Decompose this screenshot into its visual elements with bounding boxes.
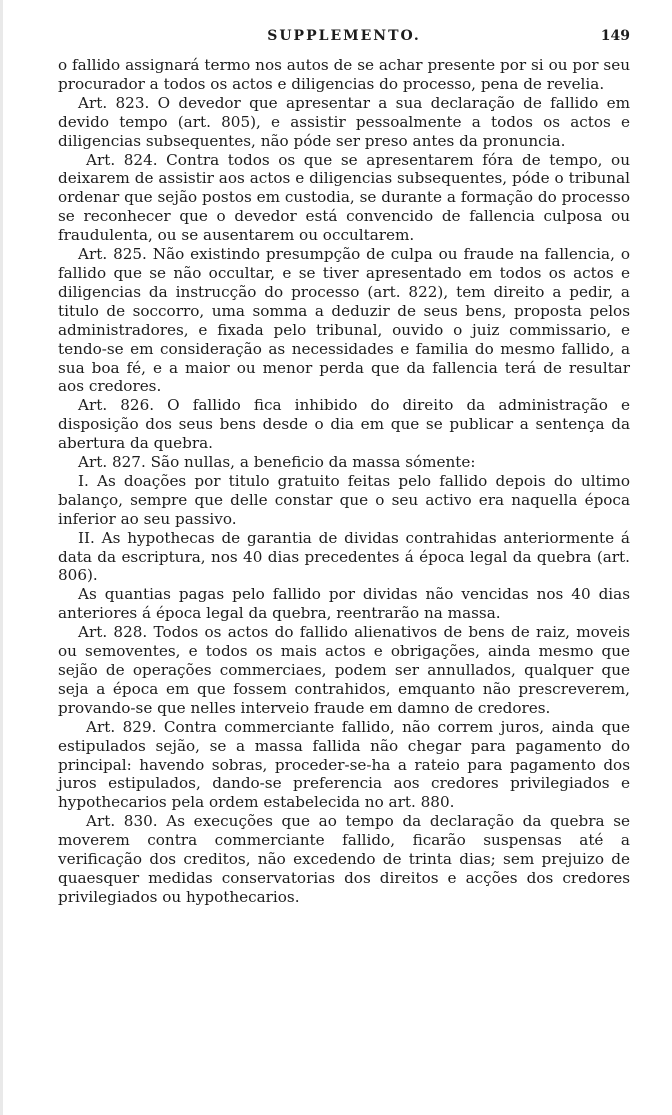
- page-number: 149: [600, 28, 630, 44]
- paragraph-art-830: Art. 830. As execuções que ao tempo da declaração da quebra se moverem contra commerciante fallido, ficarão suspensas até a verificação dos creditos, não excedendo de trinta dias; sem prejuizo de quaesquer medidas conservatorias dos direitos e acções dos credores privilegiados ou hypothecarios.: [58, 812, 630, 906]
- paragraph-quantias: As quantias pagas pelo fallido por dividas não vencidas nos 40 dias anteriores á época legal da quebra, reentrarão na massa.: [58, 585, 630, 623]
- paragraph-art-823: Art. 823. O devedor que apresentar a sua declaração de fallido em devido tempo (art. 805), e assistir pessoalmente a todos os actos e diligencias subsequentes, não póde ser preso antes da pronuncia.: [58, 93, 630, 150]
- paragraph-art-825: Art. 825. Não existindo presumpção de culpa ou fraude na fallencia, o fallido que se não occultar, e se tiver apresentado em todos os actos e diligencias da instrucção do processo (art. 822), tem direito a pedir, a titulo de soccorro, uma somma a deduzir de seus bens, proposta pelos administradores, e fixada pelo tribunal, ouvido o juiz commissario, e tendo-se em consideração as necessidades e familia do mesmo fallido, a sua boa fé, e a maior ou menor perda que da fallencia terá de resultar aos credores.: [58, 245, 630, 396]
- paragraph-item-i: I. As doações por titulo gratuito feitas pelo fallido depois do ultimo balanço, sempre que delle constar que o seu activo era naquella época inferior ao seu passivo.: [58, 471, 630, 528]
- page-edge: [0, 0, 3, 1115]
- paragraph-art-827: Art. 827. São nullas, a beneficio da massa sómente:: [78, 453, 476, 472]
- paragraph-art-826: Art. 826. O fallido fica inhibido do direito da administração e disposição dos seus bens desde o dia em que se publicar a sentença da abertura da quebra.: [58, 396, 630, 453]
- paragraph-art-824: Art. 824. Contra todos os que se apresentarem fóra de tempo, ou deixarem de assistir aos actos e diligencias subsequentes, póde o tribunal ordenar que sejão postos em custodia, se durante a formação do processo se reconhecer que o devedor está convencido de fallencia culposa ou fraudulenta, ou se ausentarem ou occultarem.: [58, 150, 630, 245]
- paragraph-art-829: Art. 829. Contra commerciante fallido, não correm juros, ainda que estipulados sejão, se a massa fallida não chegar para pagamento do principal: havendo sobras, proceder-se-ha a rateio para pagamento dos juros estipulados, dando-se preferencia aos credores privilegiados e hypothecarios pela ordem estabelecida no art. 880.: [58, 717, 630, 812]
- running-title: SUPPLEMENTO.: [267, 28, 421, 44]
- paragraph-item-ii: II. As hypothecas de garantia de dividas contrahidas anteriormente á data da escriptura, nos 40 dias precedentes á época legal da quebra (art. 806).: [58, 528, 630, 585]
- document-page: [58, 28, 630, 907]
- paragraph-continuation: o fallido assignará termo nos autos de se achar presente por si ou por seu procurador a todos os actos e diligencias do processo, pena de revelia.: [58, 56, 630, 93]
- body-text: [58, 56, 630, 907]
- page-header: [58, 28, 630, 50]
- paragraph-art-828: Art. 828. Todos os actos do fallido alienativos de bens de raiz, moveis ou semoventes, e todos os mais actos e obrigações, ainda mesmo que sejão de operações commerciaes, podem ser annullados, qualquer que seja a época em que fossem contrahidos, emquanto não prescreverem, provando-se que nelles interveio fraude em damno de credores.: [58, 623, 630, 717]
